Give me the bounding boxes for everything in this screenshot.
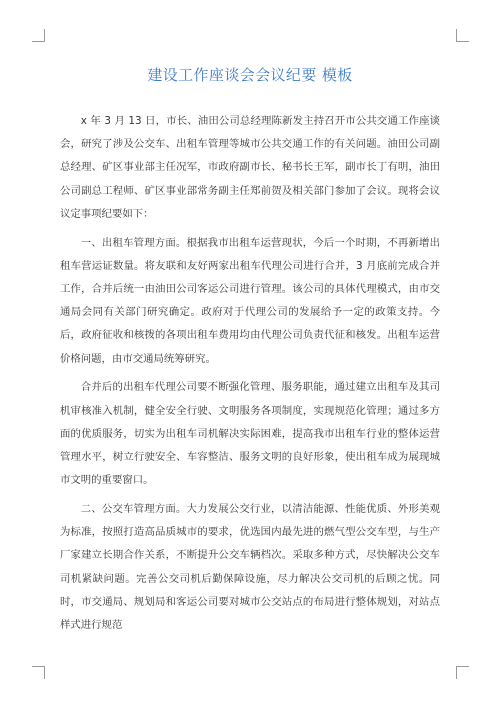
crop-mark-bottom-left bbox=[32, 666, 45, 679]
crop-mark-top-right bbox=[456, 29, 469, 42]
paragraph-bus-management: 二、公交车管理方面。大力发展公交行业，以清洁能源、性能优质、外形美观为标准，按照打造高品质城市的要求，优选国内最先进的燃气型公交车型，与生产厂家建立长期合作关系，不断提升公交车辆档次。采取多种方式，尽快解决公交车司机紧缺问题。完善公交司机后勤保障设施，尽力解决公交司机的后顾之忧。同时，市交通局、规划局和客运公司要对城市公交站点的布局进行整体规划，对站点样式进行规范 bbox=[60, 503, 440, 632]
paragraph-taxi-management: 一、出租车管理方面。根据我市出租车运营现状，今后一个时期，不再新增出租车营运证数量。将友联和友好两家出租车代理公司进行合并，3 月底前完成合并工作，合并后统一由油田公司客运公司进行管理。该公司的具体代理模式，由市交通局会同有关部门研究确定。政府对于代理公司的发展给予一定的政策支持。今后，政府征收和核拨的各项出租车费用均由代理公司负责代征和核发。出租车运营价格问题，由市交通局统筹研究。 bbox=[60, 236, 440, 365]
paragraph-intro: x 年 3 月 13 日，市长、油田公司总经理陈新发主持召开市公共交通工作座谈会，研究了涉及公交车、出租车管理等城市公共交通工作的有关问题。油田公司副总经理、矿区事业部主任况军，市政府副市长、秘书长王军，副市长丁有明，油田公司副总工程师、矿区事业部常务副主任郑前贺及相关部门参加了会议。现将会议议定事项纪要如下： bbox=[60, 115, 440, 220]
crop-mark-top-left bbox=[32, 29, 45, 42]
document-title: 建设工作座谈会会议纪要 模板 bbox=[147, 66, 353, 84]
paragraph-taxi-company: 合并后的出租车代理公司要不断强化管理、服务职能，通过建立出租车及其司机审核准入机制，健全安全行驶、文明服务各项制度，实现规范化管理；通过多方面的优质服务，切实为出租车司机解决实际困难，提高我市出租车行业的整体运营管理水平，树立行驶安全、车容整洁、服务文明的良好形象，使出租车成为展现城市文明的重要窗口。 bbox=[60, 381, 440, 487]
document-body bbox=[60, 110, 440, 643]
crop-mark-bottom-right bbox=[456, 666, 469, 679]
